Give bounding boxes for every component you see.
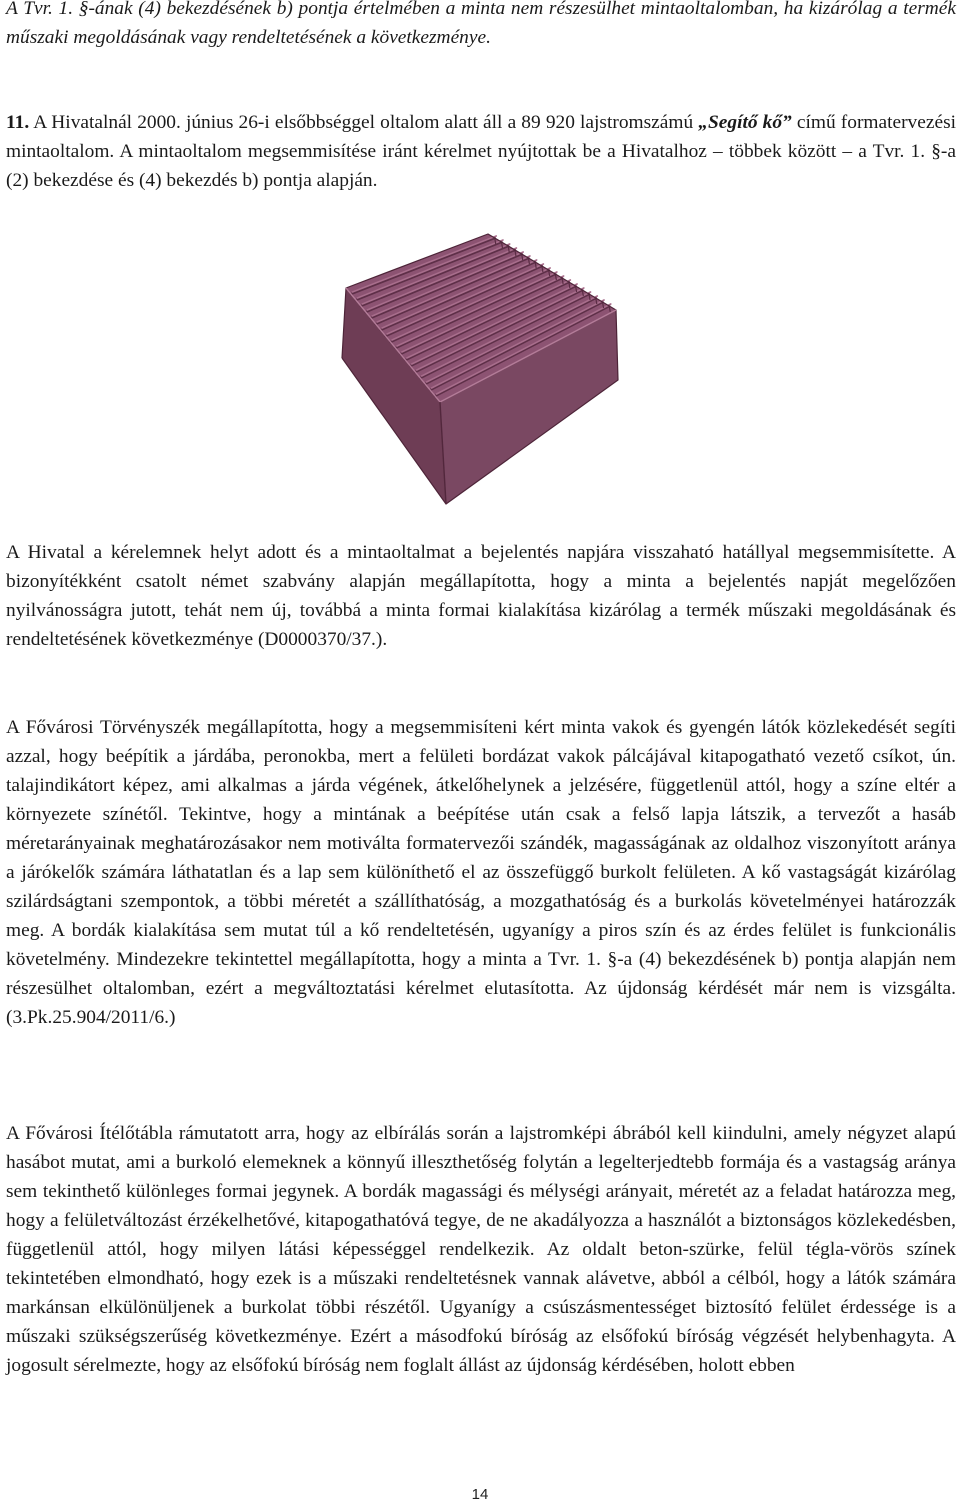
paving-stone-image <box>318 230 636 508</box>
case-number: 11. <box>6 112 30 133</box>
design-name: „Segítő kő” <box>698 112 792 133</box>
case-text-start: A Hivatalnál 2000. június 26-i elsőbbséggel oltalom alatt áll a 89 920 lajstromszámú <box>29 112 699 133</box>
paving-stone-figure <box>318 230 636 508</box>
page-number: 14 <box>471 1486 489 1503</box>
case-text-end: című formatervezési mintaoltalom. A mintaoltalom megsemmisítése iránt kérelmet nyújtottak be a Hivatalhoz – többek között – a Tvr. 1. §-a (2) bekezdése és (4) bekezdés b) pontja alapján. <box>6 112 957 191</box>
paragraph-court-ruling: A Fővárosi Törvényszék megállapította, hogy a megsemmisíteni kért minta vakok és gyengén látók közlekedését segíti azzal, hogy beépítik a járdába, peronokba, mert a felületi bordázat vakok pálcájával kitapogatható vezető csíkot, ún. talajindikátort képez, ami alkalmas a járda végének, átkelőhelynek a jelzésére, függetlenül attól, hogy a színe eltér a környezete színétől. Tekintve, hogy a mintának a beépítése után csak a felső lapja látszik, a tervezőt a hasáb méretarányainak meghatározásakor nem motiválta formatervezői szándék, magasságának az oldalhoz viszonyított aránya a járókelők számára láthatatlan és a lap sem különíthető el az összefüggő burkolt felületen. A kő vastagságát kizárólag szilárdságtani szempontok, a többi méretét a szállíthatóság, a mozgathatóság és a burkolás követelményei határozzák meg. A bordák kialakítása sem mutat túl a kő rendeltetésén, ugyanígy a piros szín és az érdes felület is funkcionális követelmény. Mindezekre tekintettel megállapította, hogy a minta a Tvr. 1. §-a (4) bekezdésének b) pontja alapján nem részesülhet oltalomban, ezért a megváltoztatási kérelmet elutasította. Az újdonság kérdését már nem is vizsgálta. (3.Pk.25.904/2011/6.) <box>6 717 956 1028</box>
paragraph-office-decision: A Hivatal a kérelemnek helyt adott és a mintaoltalmat a bejelentés napjára visszaható hatállyal megsemmisítette. A bizonyítékként csatolt német szabvány alapján megállapította, hogy a minta a bejelentés napját megelőzően nyilvánosságra jutott, tehát nem új, továbbá a minta formai kialakítása kizárólag a termék műszaki megoldásának és rendeltetésének következménye (D0000370/37.). <box>6 542 956 650</box>
paragraph-intro: A Tvr. 1. §-ának (4) bekezdésének b) pontja értelmében a minta nem részesülhet mintaoltalomban, ha kizárólag a termék műszaki megoldásának vagy rendeltetésének a következménye. <box>6 0 956 48</box>
paragraph-case-11 <box>6 108 956 195</box>
paragraph-appeal-ruling: A Fővárosi Ítélőtábla rámutatott arra, hogy az elbírálás során a lajstromképi ábrából kell kiindulni, amely négyzet alapú hasábot mutat, ami a burkoló elemeknek a könnyű illeszthetőség folytán a legelterjedtebb formája és a vastagság aránya sem tekinthető különleges formai jegynek. A bordák magassági és mélységi arányait, méretét az a feladat határozza meg, hogy a felületváltozást érzékelhetővé, kitapogathatóvá tegye, de ne akadályozza a használót a biztonságos közlekedésben, függetlenül attól, hogy milyen látási képességgel rendelkezik. Az oldalt beton-szürke, felül tégla-vörös színek tekintetében elmondható, hogy ezek is a műszaki rendeltetésnek vannak alávetve, abból a célból, hogy a látók számára markánsan elkülönüljenek a burkolat többi részétől. Ugyanígy a csúszásmentességet biztosító felület érdessége is a műszaki szükségszerűség következménye. Ezért a másodfokú bíróság az elsőfokú bíróság végzését helybenhagyta. A jogosult sérelmezte, hogy az elsőfokú bíróság nem foglalt állást az újdonság kérdésében, holott ebben <box>6 1123 956 1376</box>
